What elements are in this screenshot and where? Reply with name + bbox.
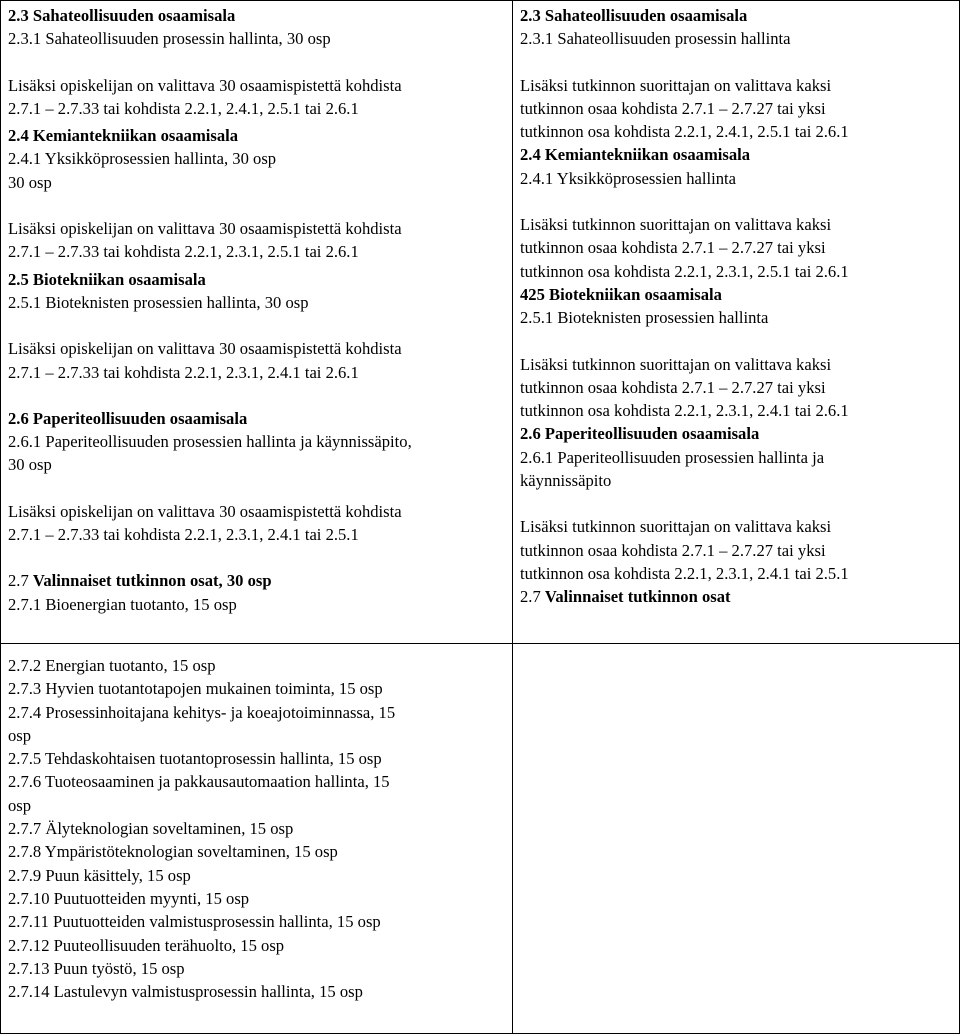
section-2-4-1-cont: 30 osp	[8, 172, 52, 192]
section-2-4-1-note: Lisäksi opiskelijan on valittava 30 osaamispistettä kohdista 2.7.1 – 2.7.33 tai kohdista 2.2.1, 2.3.1, 2.5.1 tai 2.6.1	[8, 219, 402, 262]
list-item: 2.7.6 Tuoteosaaminen ja pakkausautomaation hallinta, 15	[8, 772, 390, 792]
section-2-5-title: 2.5 Biotekniikan osaamisala	[8, 269, 206, 289]
list-item: 2.7.7 Älyteknologian soveltaminen, 15 osp	[8, 819, 294, 839]
left-column-lower	[1, 644, 513, 1034]
right-section-2-3-1-note: Lisäksi tutkinnon suorittajan on valittava kaksi tutkinnon osaa kohdista 2.7.1 – 2.7.27 tai yksi tutkinnon osa kohdista 2.2.1, 2.4.1, 2.5.1 tai 2.6.1	[520, 75, 849, 142]
right-section-2-6-title: 2.6 Paperiteollisuuden osaamisala	[520, 424, 760, 444]
list-item: 2.7.14 Lastulevyn valmistusprosessin hallinta, 15 osp	[8, 982, 363, 1002]
list-item: 2.7.8 Ympäristöteknologian soveltaminen, 15 osp	[8, 842, 338, 862]
section-2-4-1: 2.4.1 Yksikköprosessien hallinta, 30 osp	[8, 149, 277, 169]
right-section-2-6-1: 2.6.1 Paperiteollisuuden prosessien hallinta ja käynnissäpito	[520, 447, 825, 491]
right-section-2-7-title: 2.7 Valinnaiset tutkinnon osat	[520, 587, 731, 607]
list-item: 2.7.13 Puun työstö, 15 osp	[8, 958, 185, 978]
optional-parts-list	[8, 654, 508, 1003]
right-section-2-5-1: 2.5.1 Bioteknisten prosessien hallinta	[520, 308, 769, 328]
list-item: 2.7.2 Energian tuotanto, 15 osp	[8, 656, 216, 675]
section-2-3-title: 2.3 Sahateollisuuden osaamisala	[8, 6, 236, 25]
right-column-upper	[513, 1, 960, 644]
section-2-6-title: 2.6 Paperiteollisuuden osaamisala	[8, 408, 248, 428]
right-section-2-5-title: 425 Biotekniikan osaamisala	[520, 284, 722, 304]
right-column-lower	[513, 644, 960, 1034]
list-item: osp	[8, 725, 32, 745]
section-2-6-1: 2.6.1 Paperiteollisuuden prosessien hallinta ja käynnissäpito, 30 osp	[8, 432, 412, 475]
section-2-5-1-note: Lisäksi opiskelijan on valittava 30 osaamispistettä kohdista 2.7.1 – 2.7.33 tai kohdista 2.2.1, 2.3.1, 2.4.1 tai 2.6.1	[8, 339, 402, 382]
section-2-3-1-note: Lisäksi opiskelijan on valittava 30 osaamispistettä kohdista 2.7.1 – 2.7.33 tai kohdista 2.2.1, 2.4.1, 2.5.1 tai 2.6.1	[8, 75, 402, 118]
list-item: 2.7.4 Prosessinhoitajana kehitys- ja koeajotoiminnassa, 15	[8, 702, 396, 722]
list-item: osp	[8, 795, 32, 815]
right-section-2-6-1-note: Lisäksi tutkinnon suorittajan on valittava kaksi tutkinnon osaa kohdista 2.7.1 – 2.7.27 tai yksi tutkinnon osa kohdista 2.2.1, 2.3.1, 2.4.1 tai 2.5.1	[520, 517, 849, 583]
right-section-2-4-1: 2.4.1 Yksikköprosessien hallinta	[520, 168, 737, 188]
right-section-2-5-1-note: Lisäksi tutkinnon suorittajan on valittava kaksi tutkinnon osaa kohdista 2.7.1 – 2.7.27 tai yksi tutkinnon osa kohdista 2.2.1, 2.3.1, 2.4.1 tai 2.6.1	[520, 354, 849, 421]
table-row-lower	[1, 644, 960, 1034]
table-row-upper	[1, 1, 960, 644]
section-2-3-1: 2.3.1 Sahateollisuuden prosessin hallinta, 30 osp	[8, 29, 331, 49]
section-2-7-1: 2.7.1 Bioenergian tuotanto, 15 osp	[8, 594, 237, 614]
section-2-4-title: 2.4 Kemiantekniikan osaamisala	[8, 126, 239, 146]
list-item: 2.7.5 Tehdaskohtaisen tuotantoprosessin hallinta, 15 osp	[8, 749, 382, 769]
list-item: 2.7.9 Puun käsittely, 15 osp	[8, 865, 191, 885]
left-column-upper	[1, 1, 513, 644]
list-item: 2.7.10 Puutuotteiden myynti, 15 osp	[8, 888, 250, 908]
section-2-5-1: 2.5.1 Bioteknisten prosessien hallinta, 30 osp	[8, 292, 309, 312]
section-2-6-1-note: Lisäksi opiskelijan on valittava 30 osaamispistettä kohdista 2.7.1 – 2.7.33 tai kohdista 2.2.1, 2.3.1, 2.4.1 tai 2.5.1	[8, 501, 402, 545]
right-section-2-4-1-note: Lisäksi tutkinnon suorittajan on valittava kaksi tutkinnon osaa kohdista 2.7.1 – 2.7.27 tai yksi tutkinnon osa kohdista 2.2.1, 2.3.1, 2.5.1 tai 2.6.1	[520, 215, 849, 281]
list-item: 2.7.12 Puuteollisuuden terähuolto, 15 osp	[8, 935, 285, 955]
right-section-2-4-title: 2.4 Kemiantekniikan osaamisala	[520, 145, 751, 165]
right-section-2-3-1: 2.3.1 Sahateollisuuden prosessin hallinta	[520, 29, 791, 49]
section-2-7-title: 2.7 Valinnaiset tutkinnon osat, 30 osp	[8, 571, 272, 591]
list-item: 2.7.3 Hyvien tuotantotapojen mukainen toiminta, 15 osp	[8, 679, 383, 699]
list-item: 2.7.11 Puutuotteiden valmistusprosessin hallinta, 15 osp	[8, 912, 381, 932]
right-section-2-3-title: 2.3 Sahateollisuuden osaamisala	[520, 6, 748, 25]
